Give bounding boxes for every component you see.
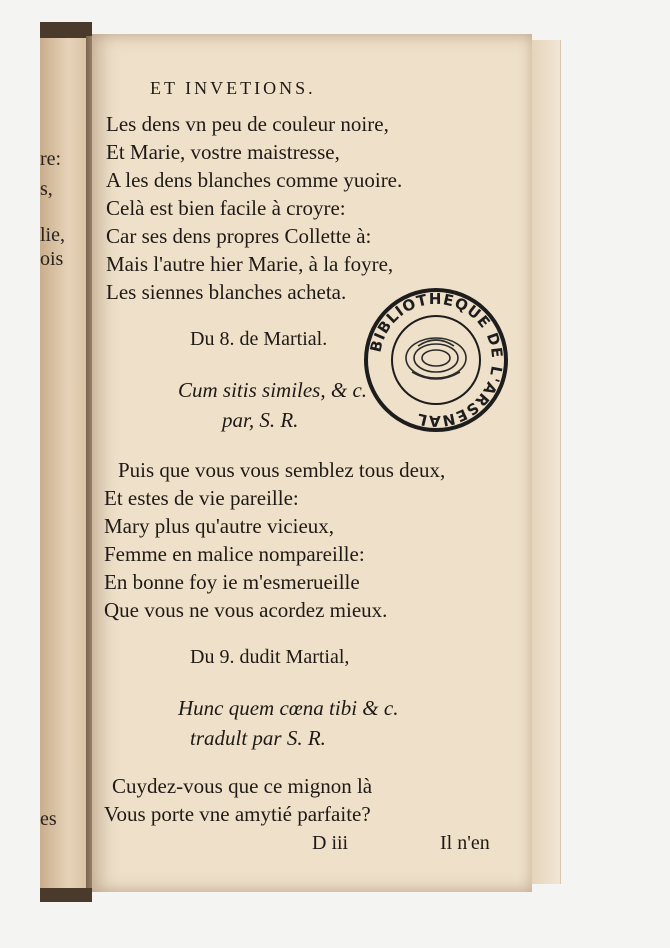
section-heading [190, 328, 327, 351]
poem-line: Mary plus qu'autre vicieux, [104, 514, 335, 538]
poem-line: Vous porte vne amytié parfaite? [104, 802, 371, 826]
poem-line: Celà est bien facile à croyre: [106, 196, 346, 220]
attribution: par, S. R. [222, 408, 299, 432]
poem-line: Car ses dens propres Collette à: [106, 224, 372, 248]
page-edge [532, 40, 561, 884]
poem-line: Et Marie, vostre maistresse, [106, 140, 340, 164]
book-spine-bottom [40, 888, 92, 902]
poem-line: Et estes de vie pareille: [104, 486, 299, 510]
poem-line: Cuydez-vous que ce mignon là [112, 774, 373, 798]
latin-incipit: Hunc quem cœna tibi & c. [178, 696, 399, 720]
left-page-fragment: es [40, 808, 57, 830]
catchword: Il n'en [440, 832, 490, 854]
latin-incipit: Cum sitis similes, & c. [178, 378, 368, 402]
left-page-fragment: ois [40, 248, 64, 270]
heading-text: Du 8. de Martial. [190, 328, 328, 350]
attribution: tradult par S. R. [190, 726, 326, 750]
poem-line: Mais l'autre hier Marie, à la foyre, [106, 252, 394, 276]
stamp-emblem [406, 338, 466, 379]
poem-line: Que vous ne vous acordez mieux. [104, 598, 388, 622]
poem-line: Femme en malice nompareille: [104, 542, 365, 566]
left-page-fragment: s, [40, 178, 53, 200]
poem-line: Les dens vn peu de couleur noire, [106, 112, 389, 136]
poem-line: Les siennes blanches acheta. [106, 280, 347, 304]
poem-line: En bonne foy ie m'esmerueille [104, 570, 360, 594]
running-head: ET INVETIONS. [150, 78, 316, 98]
left-page-fragment: lie, [40, 224, 65, 246]
left-page-fragment: re: [40, 148, 62, 170]
poem-line: Puis que vous vous semblez tous deux, [118, 458, 446, 482]
heading-text: Du 9. dudit Martial, [190, 646, 350, 668]
left-page [40, 38, 88, 890]
stamp-inner-ring [392, 316, 480, 404]
library-stamp [362, 286, 510, 434]
section-heading [190, 646, 349, 669]
signature-mark: D iii [312, 832, 349, 854]
stamp-text: BIBLIOTHEQUE DE L'ARSENAL [366, 289, 507, 431]
poem-line: A les dens blanches comme yuoire. [106, 168, 403, 192]
